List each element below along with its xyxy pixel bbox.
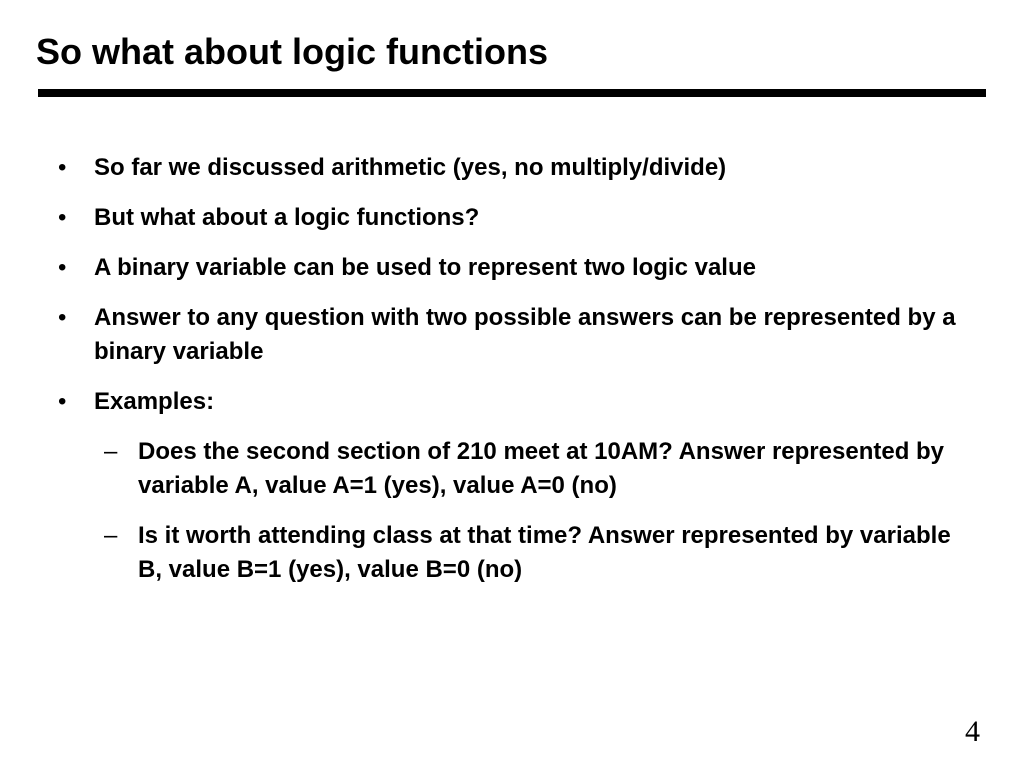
bullet-marker: • [58,154,67,181]
bullet-item [58,201,978,235]
sub-bullet-item [104,435,978,503]
bullet-list [58,151,978,603]
bullet-marker: • [58,304,67,331]
sub-bullet-marker: – [104,438,118,465]
title-underline [38,89,986,97]
bullet-item [58,301,978,369]
bullet-marker: • [58,204,67,231]
bullet-item [58,151,978,185]
page-number: 4 [965,715,980,748]
bullet-text: Answer to any question with two possible answers can be represented by a binary variable [94,304,956,365]
bullet-text: But what about a logic functions? [94,204,480,231]
sub-bullet-item [104,519,978,587]
bullet-item [58,251,978,285]
slide-title: So what about logic functions [36,31,548,72]
bullet-text: Examples: [94,388,215,415]
bullet-marker: • [58,254,67,281]
sub-bullet-text: Is it worth attending class at that time? Answer represented by variable B, value B=1 (yes), value B=0 (no) [138,522,951,583]
bullet-text: So far we discussed arithmetic (yes, no multiply/divide) [94,154,727,181]
sub-bullet-text: Does the second section of 210 meet at 10AM? Answer represented by variable A, value A=1 (yes), value A=0 (no) [138,438,945,499]
sub-bullet-marker: – [104,522,118,549]
bullet-text: A binary variable can be used to represent two logic value [94,254,756,281]
bullet-item [58,385,978,419]
bullet-marker: • [58,388,67,415]
